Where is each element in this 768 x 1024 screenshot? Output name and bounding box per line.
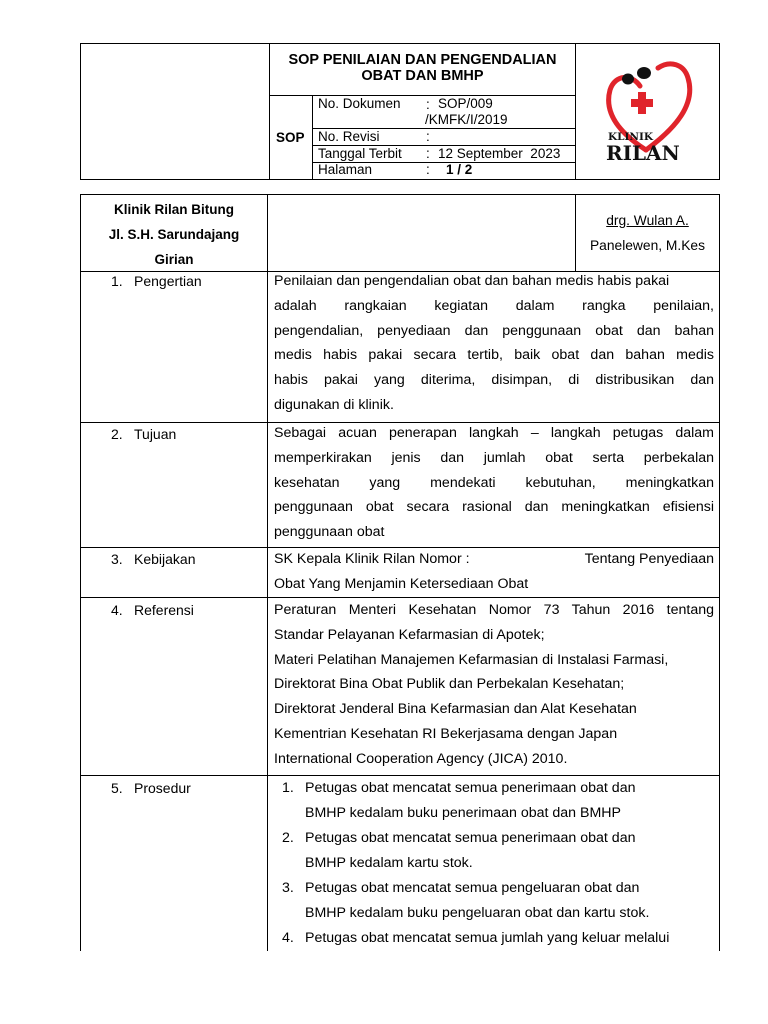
text-line: digunakan di klinik. [274, 396, 394, 413]
logo-text-klinik: KLINIK [608, 131, 654, 143]
field-sep: : [426, 97, 430, 112]
text-line: Kementrian Kesehatan RI Bekerjasama dengan Japan [274, 725, 618, 742]
field-value-line1: SOP/009 [438, 96, 493, 111]
step-line2: BMHP kedalam buku penerimaan obat dan BMHP [305, 805, 621, 821]
text-line: pengendalian, penyediaan dan penggunaan obat dan bahan [274, 322, 714, 339]
step-number: 1. [282, 780, 294, 796]
step-line1: Petugas obat mencatat semua pengeluaran obat dan [305, 880, 640, 896]
section-label-kebijakan: Kebijakan [134, 551, 196, 567]
section-number: 3. [111, 551, 123, 567]
step-line1: Petugas obat mencatat semua jumlah yang keluar melalui [305, 930, 670, 946]
text-line: International Cooperation Agency (JICA) 2010. [274, 750, 568, 767]
clinic-address [81, 197, 267, 272]
heart-logo-icon [600, 52, 700, 170]
text-line: Standar Pelayanan Kefarmasian di Apotek; [274, 626, 545, 643]
text-line: penggunaan obat secara rasional dan meningkatkan efisiensi [274, 499, 714, 516]
field-value-no-dokumen [425, 96, 508, 128]
section-number: 2. [111, 426, 123, 442]
section-number: 5. [111, 780, 123, 796]
text-line: Materi Pelatihan Manajemen Kefarmasian di Instalasi Farmasi, [274, 651, 669, 668]
signer-line2: Panelewen, M.Kes [589, 238, 706, 253]
section-label-tujuan: Tujuan [134, 426, 177, 442]
sop-label: SOP [276, 130, 305, 145]
text-line: Direktorat Bina Obat Publik dan Perbekalan Kesehatan; [274, 676, 625, 693]
text-line: habis pakai yang diterima, disimpan, di distribusikan dan [274, 372, 714, 389]
section-label-pengertian: Pengertian [134, 273, 202, 289]
field-tanggal-terbit: Tanggal Terbit [318, 146, 402, 161]
section-body-kebijakan [274, 547, 714, 597]
clinic-name: Klinik Rilan Bitung [114, 202, 234, 217]
field-sep: : [426, 129, 430, 144]
text-line: medis habis pakai secara tertib, baik obat dan bahan medis [274, 347, 714, 364]
text-line: Penilaian dan pengendalian obat dan bahan medis habis pakai [274, 273, 670, 289]
text-line: adalah rangkaian kegiatan dalam rangka penilaian, [274, 297, 714, 314]
section-number: 4. [111, 602, 123, 618]
step-line1: Petugas obat mencatat semua penerimaan obat dan [305, 830, 636, 846]
step-line2: BMHP kedalam kartu stok. [305, 855, 473, 871]
document-title-line1: SOP PENILAIAN DAN PENGENDALIAN [288, 52, 557, 68]
document-title [270, 52, 575, 84]
clinic-area: Girian [154, 252, 194, 267]
field-sep: : [426, 146, 430, 161]
field-label: No. Dokumen [318, 96, 401, 111]
section-number: 1. [111, 273, 123, 289]
field-sep: : [426, 162, 430, 177]
text-line: Peraturan Menteri Kesehatan Nomor 73 Tahun 2016 tentang [274, 602, 714, 618]
section-label-prosedur: Prosedur [134, 780, 191, 796]
step-line2: BMHP kedalam buku pengeluaran obat dan kartu stok. [305, 905, 650, 921]
step-line1: Petugas obat mencatat semua penerimaan obat dan [305, 780, 636, 796]
section-body-referensi [274, 598, 714, 772]
field-value-tanggal-terbit: 12 September 2023 [438, 146, 561, 161]
section-label-referensi: Referensi [134, 602, 194, 618]
text-line: penggunaan obat [274, 524, 385, 541]
field-no-revisi: No. Revisi [318, 129, 380, 144]
kebijakan-tentang-text: Tentang Penyediaan [584, 551, 714, 567]
text-line: memperkirakan jenis dan jumlah obat serta perbekalan [274, 449, 714, 466]
field-value-line2: /KMFK/I/2019 [425, 112, 508, 127]
document-title-line2: OBAT DAN BMHP [361, 68, 484, 84]
field-value-halaman: 1 / 2 [446, 162, 473, 177]
field-halaman: Halaman [318, 162, 373, 177]
signer-line1: drg. Wulan A. [606, 213, 689, 228]
field-no-dokumen [318, 96, 401, 112]
clinic-logo [600, 52, 700, 170]
signer-name [576, 208, 719, 258]
text-line: kesehatan yang mendekati kebutuhan, meningkatkan [274, 474, 714, 491]
text-line: Sebagai acuan penerapan langkah – langkah petugas dalam [274, 425, 714, 441]
section-body-tujuan [274, 421, 714, 545]
step-number: 3. [282, 880, 294, 896]
step-number: 4. [282, 930, 294, 946]
kebijakan-sk-text: SK Kepala Klinik Rilan Nomor : [274, 551, 470, 567]
text-line: Obat Yang Menjamin Ketersediaan Obat [274, 575, 529, 592]
clinic-street: Jl. S.H. Sarundajang [108, 227, 240, 242]
text-line: Direktorat Jenderal Bina Kefarmasian dan Alat Kesehatan [274, 701, 637, 718]
step-number: 2. [282, 830, 294, 846]
logo-text-rilan: RILAN [606, 141, 680, 165]
section-body-pengertian [274, 269, 714, 418]
